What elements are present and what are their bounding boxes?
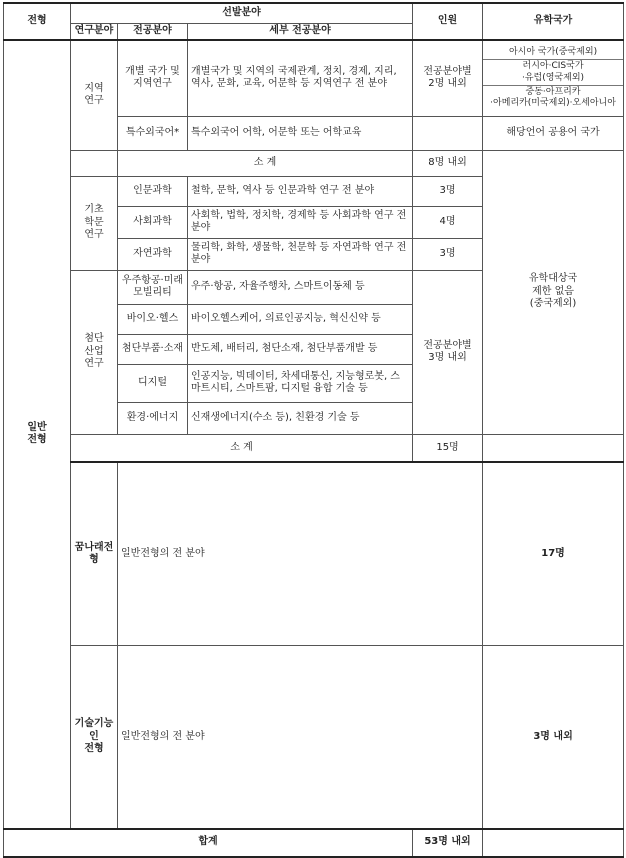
regional-detail-2: 특수외국어 어학, 어문학 또는 어학교육: [188, 116, 413, 150]
basic-quota-1: 3명: [413, 176, 483, 206]
header-detail-field: 세부 전공분야: [188, 23, 413, 40]
skilled-track-field: 일반전형의 전 분야: [118, 646, 483, 829]
skilled-track-label: 기술기능인 전형: [71, 646, 118, 829]
selection-table: [3, 2, 624, 858]
regional-subtotal-spacer: [71, 150, 118, 176]
regional-major-1: 개별 국가 및 지역연구: [118, 40, 188, 116]
header-track: 전형: [4, 3, 71, 40]
general-track-label: 일반 전형: [4, 40, 71, 829]
header-quota: 인원: [413, 3, 483, 40]
basic-detail-3: 물리학, 화학, 생물학, 천문학 등 자연과학 연구 전 분야: [188, 238, 413, 270]
total-value: 53명 내외: [413, 829, 483, 857]
advanced-detail-4: 인공지능, 빅데이터, 차세대통신, 지능형로봇, 스마트시티, 스마트팜, 디지털 융합 기술 등: [188, 364, 413, 402]
skilled-track-quota: 3명 내외: [483, 646, 624, 829]
advanced-major-2: 바이오·헬스: [118, 304, 188, 334]
basic-major-2: 사회과학: [118, 206, 188, 238]
regional-country-europe: 러시아·CIS국가 ·유럽(영국제외): [483, 60, 623, 86]
general-subtotal-country-spacer: [483, 434, 624, 462]
basic-research-label: 기초 학문 연구: [71, 176, 118, 270]
header-country: 유학국가: [483, 3, 624, 40]
regional-major-2: 특수외국어*: [118, 116, 188, 150]
basic-major-1: 인문과학: [118, 176, 188, 206]
regional-subtotal-value: 8명 내외: [413, 150, 483, 176]
regional-quota: 전공분야별 2명 내외: [413, 40, 483, 116]
total-label: 합계: [4, 829, 413, 857]
regional-country-special: 해당언어 공용어 국가: [483, 116, 624, 150]
basic-quota-2: 4명: [413, 206, 483, 238]
regional-country-asia: 아시아 국가(중국제외): [483, 46, 623, 60]
regional-country-others: 중동·아프리카 ·아메리카(미국제외)·오세아니아: [490, 86, 616, 109]
dream-track-quota: 17명: [483, 462, 624, 646]
advanced-quota: 전공분야별 3명 내외: [413, 270, 483, 434]
advanced-detail-1: 우주·항공, 자율주행차, 스마트이동체 등: [188, 270, 413, 304]
header-major-field: 전공분야: [118, 23, 188, 40]
advanced-detail-5: 신재생에너지(수소 등), 친환경 기술 등: [188, 402, 413, 434]
basic-quota-3: 3명: [413, 238, 483, 270]
basic-detail-1: 철학, 문학, 역사 등 인문과학 연구 전 분야: [188, 176, 413, 206]
advanced-detail-2: 바이오헬스케어, 의료인공지능, 혁신신약 등: [188, 304, 413, 334]
regional-country-list: [483, 40, 624, 116]
advanced-major-1: 우주항공·미래 모빌리티: [118, 270, 188, 304]
dream-track-field: 일반전형의 전 분야: [118, 462, 483, 646]
general-subtotal-label: 소 계: [71, 434, 413, 462]
advanced-research-label: 첨단 산업 연구: [71, 270, 118, 434]
general-subtotal-value: 15명: [413, 434, 483, 462]
basic-detail-2: 사회학, 법학, 정치학, 경제학 등 사회과학 연구 전 분야: [188, 206, 413, 238]
regional-detail-1: 개별국가 및 지역의 국제관계, 정치, 경제, 지리, 역사, 문화, 교육, 어문학 등 지역연구 전 분야: [188, 40, 413, 116]
basic-major-3: 자연과학: [118, 238, 188, 270]
advanced-major-3: 첨단부품·소재: [118, 334, 188, 364]
general-country-other: 유학대상국 제한 없음 (중국제외): [483, 150, 624, 434]
advanced-major-5: 환경·에너지: [118, 402, 188, 434]
header-selection-field: 선발분야: [71, 3, 413, 23]
advanced-major-4: 디지털: [118, 364, 188, 402]
regional-quota-blank: [413, 116, 483, 150]
regional-subtotal-label: 소 계: [118, 150, 413, 176]
total-country-blank: [483, 829, 624, 857]
header-research-field: 연구분야: [71, 23, 118, 40]
dream-track-label: 꿈나래전형: [71, 462, 118, 646]
advanced-detail-3: 반도체, 배터리, 첨단소재, 첨단부품개발 등: [188, 334, 413, 364]
regional-research-label: 지역 연구: [71, 40, 118, 150]
